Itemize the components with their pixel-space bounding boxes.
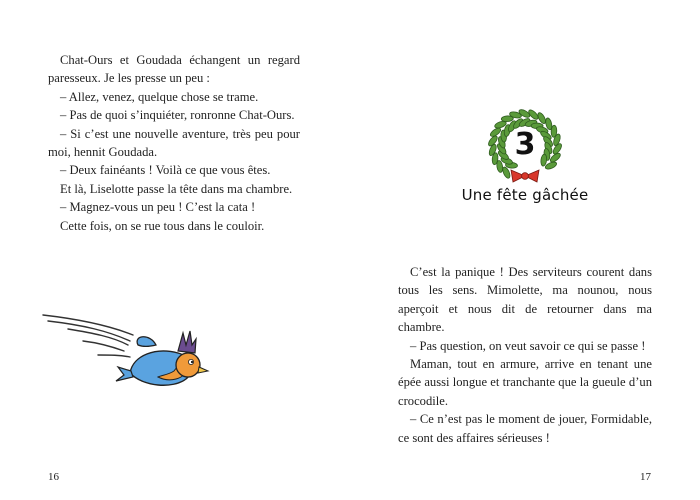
paragraph: – Pas de quoi s’inquiéter, ronronne Chat-Ours.	[60, 108, 295, 123]
page-number: 16	[48, 471, 59, 483]
left-page-text	[48, 51, 300, 235]
paragraph: Et là, Liselotte passe la tête dans ma chambre.	[60, 181, 293, 196]
paragraph: Maman, tout en armure, arrive en tenant une épée aussi longue et tranchante que la gueule d’un crocodile.	[398, 357, 652, 408]
bird-wing	[137, 337, 156, 347]
bird-beak	[198, 367, 208, 373]
paragraph: Cette fois, on se rue tous dans le couloir.	[60, 218, 265, 233]
red-bow-icon	[511, 170, 539, 182]
paragraph: – Magnez-vous un peu ! C’est la cata !	[60, 200, 256, 215]
paragraph: C’est la panique ! Des serviteurs courent dans tous les sens. Mimolette, ma nounou, nous aperçoit et nous dit de retourner dans ma chambre.	[398, 265, 652, 335]
paragraph: – Si c’est une nouvelle aventure, très peu pour moi, hennit Goudada.	[48, 126, 300, 160]
bird-head	[176, 353, 200, 377]
paragraph: – Pas question, on veut savoir ce qui se passe !	[410, 338, 646, 353]
chapter-number: 3	[514, 127, 536, 162]
paragraph: Chat-Ours et Goudada échangent un regard paresseux. Je les presse un peu :	[48, 53, 300, 86]
flying-bird-illustration	[38, 305, 218, 395]
bird-crest	[178, 331, 196, 353]
speed-lines	[43, 315, 133, 357]
paragraph: – Ce n’est pas le moment de jouer, Formidable, ce sont des affaires sérieuses !	[398, 412, 652, 445]
paragraph: – Deux fainéants ! Voilà ce que vous êtes.	[60, 163, 271, 178]
chapter-ornament	[485, 108, 565, 188]
right-page	[350, 0, 700, 500]
right-page-text	[398, 263, 652, 447]
chapter-title: Une fête gâchée	[461, 186, 589, 204]
page-number: 17	[640, 471, 651, 483]
paragraph: – Allez, venez, quelque chose se trame.	[60, 89, 259, 104]
